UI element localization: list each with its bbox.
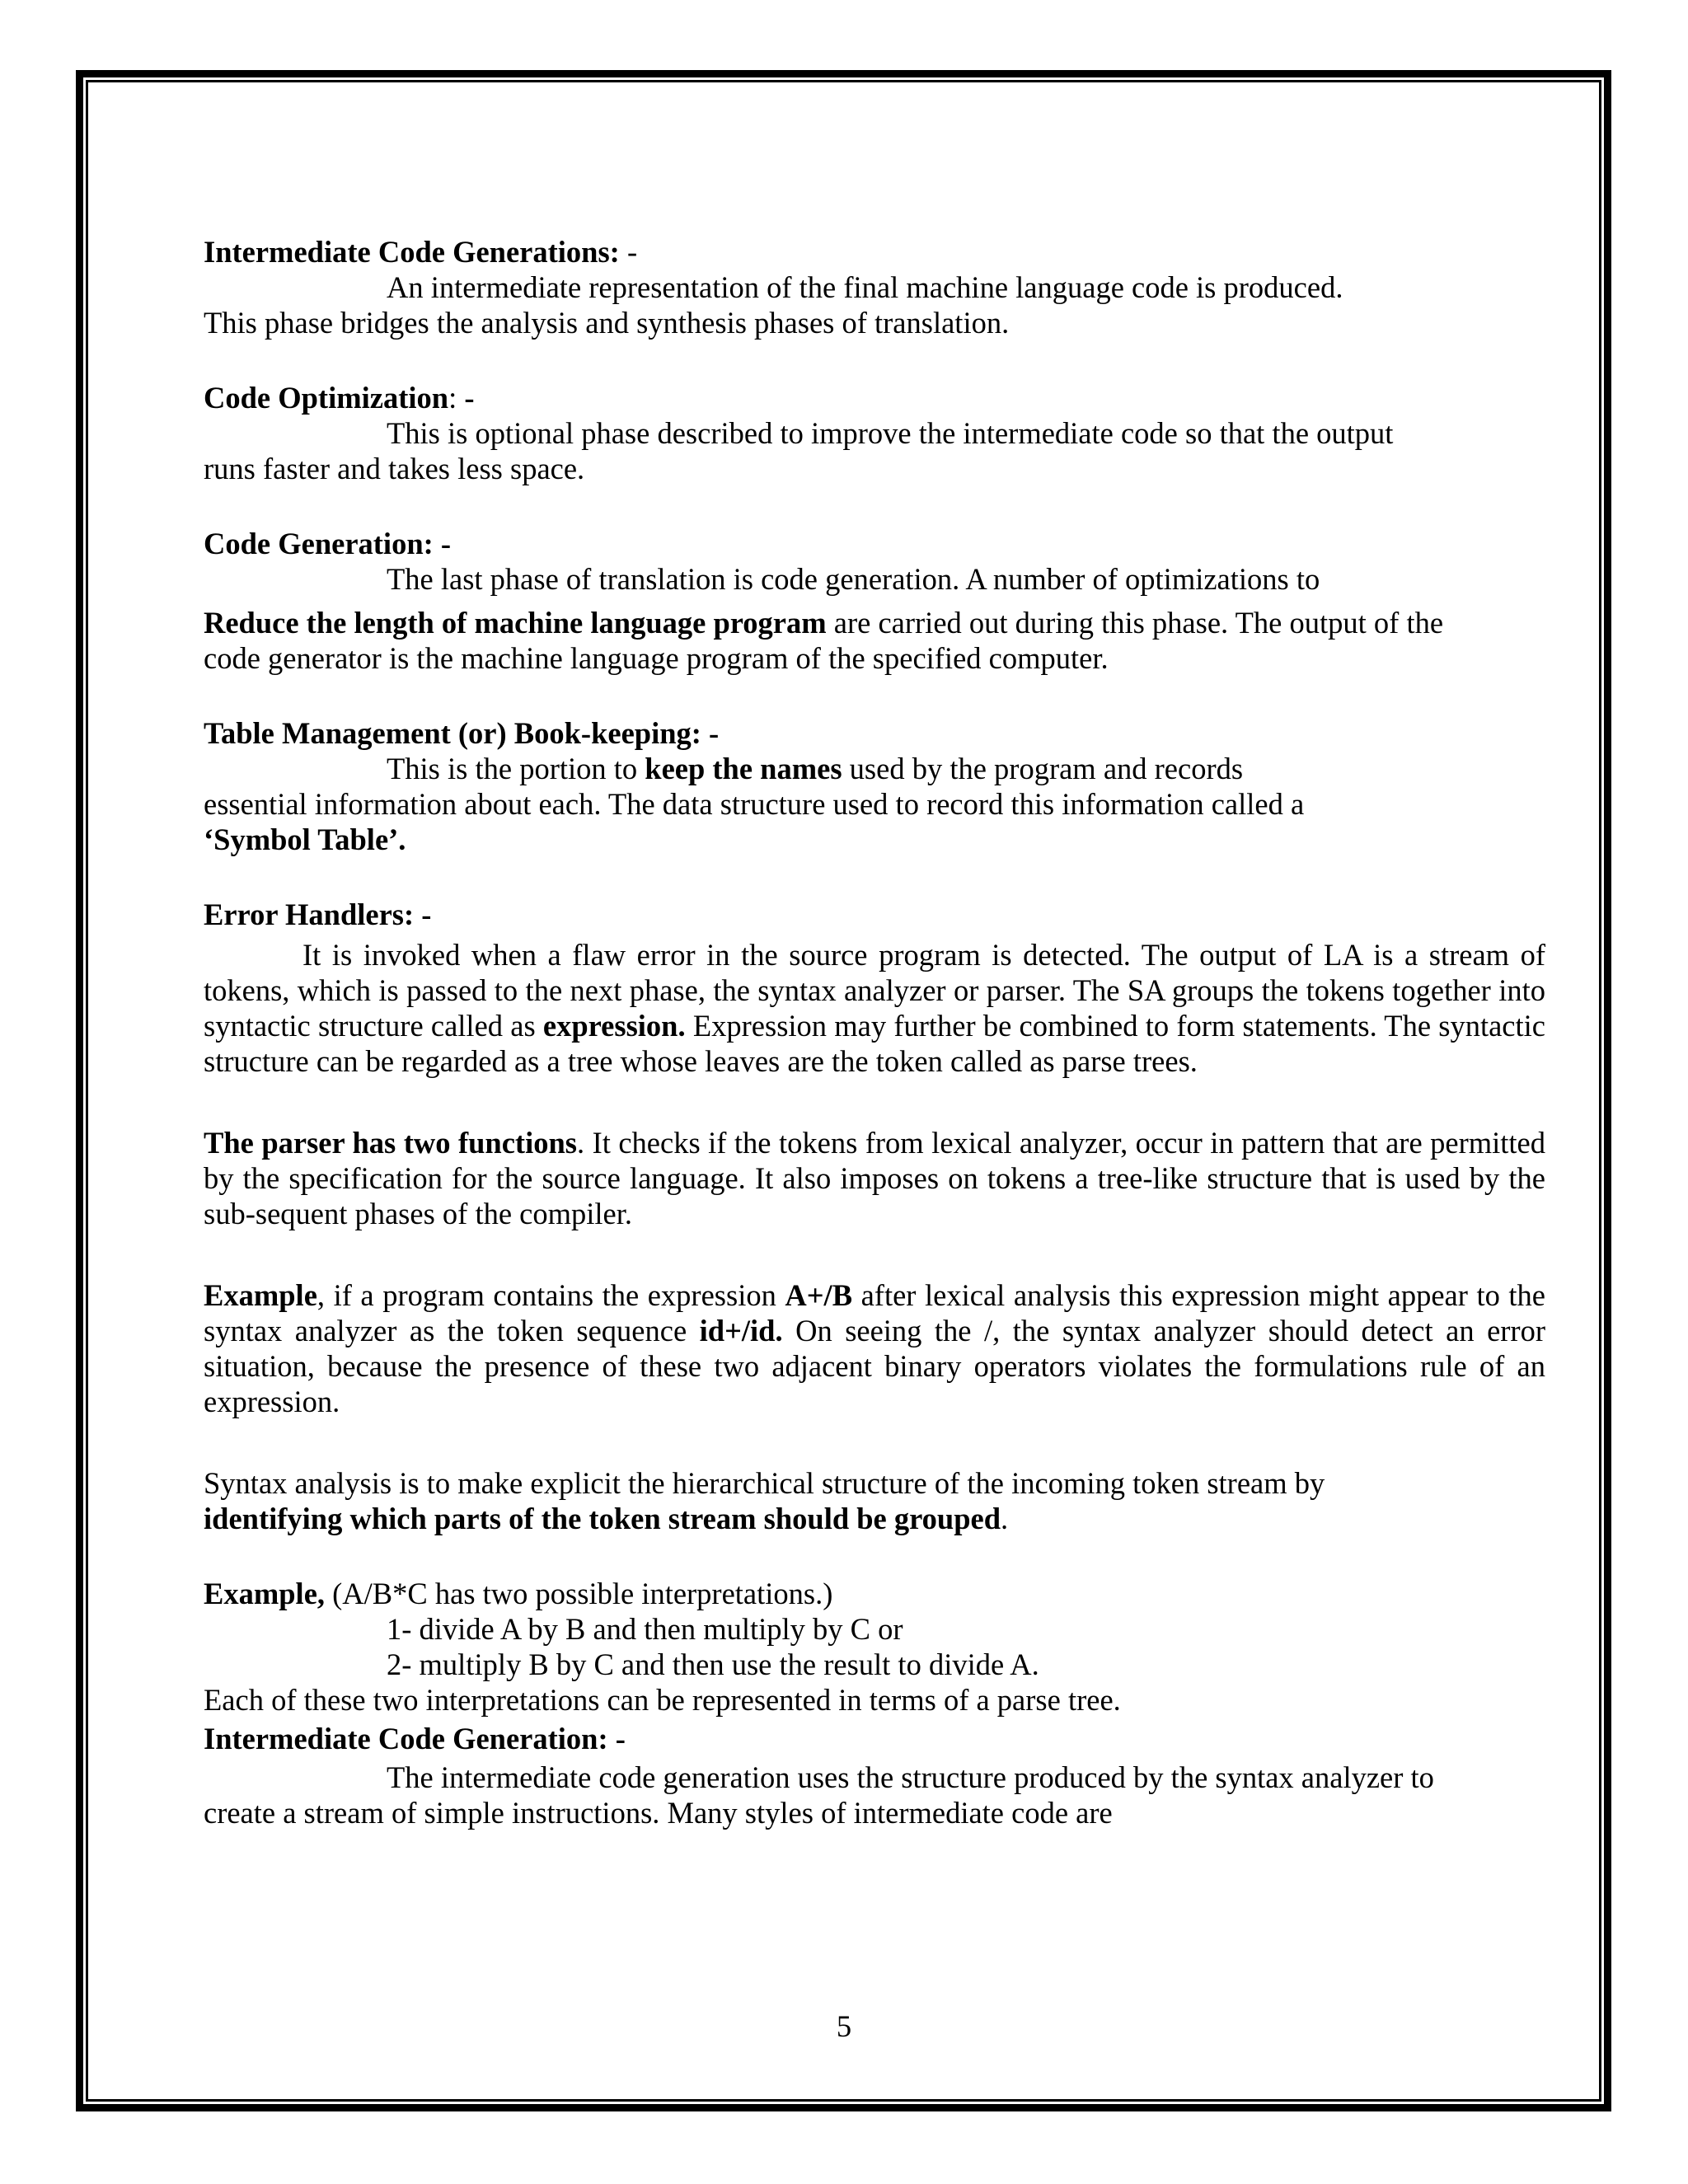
list-item-1: 1- divide A by B and then multiply by C or — [387, 1612, 903, 1646]
heading-error-handlers: Error Handlers: - — [204, 898, 432, 931]
heading-intermediate-code-generation: Intermediate Code Generation: - — [204, 1722, 626, 1755]
paragraph-table-line3: ‘Symbol Table’. — [204, 823, 406, 856]
heading-intermediate-code-generations: Intermediate Code Generations: - — [204, 235, 638, 269]
paragraph-table-line2: essential information about each. The data structure used to record this information called a — [204, 787, 1305, 821]
paragraph-opt-line2: runs faster and takes less space. — [204, 452, 585, 485]
paragraph-example2: Example, (A/B*C has two possible interpretations.) — [204, 1577, 833, 1610]
list-item-2: 2- multiply B by C and then use the result to divide A. — [387, 1647, 1039, 1681]
paragraph-icg2-line1: The intermediate code generation uses the structure produced by the syntax analyzer to — [387, 1760, 1434, 1794]
paragraph-parser: The parser has two functions. It checks if the tokens from lexical analyzer, occur in pattern that are permitted by the specification for the source language. It also imposes on tokens a tree-like structure that is used by the sub-sequent phases of the compiler. — [204, 1126, 1545, 1230]
heading-code-generation: Code Generation: - — [204, 527, 452, 560]
heading-table-management: Table Management (or) Book-keeping: - — [204, 716, 720, 750]
page-number: 5 — [836, 2009, 852, 2043]
paragraph-gen-line1: The last phase of translation is code generation. A number of optimizations to — [387, 562, 1320, 596]
paragraph-syntax-line1: Syntax analysis is to make explicit the hierarchical structure of the incoming token stream by — [204, 1466, 1325, 1500]
paragraph-gen-body: Reduce the length of machine language program are carried out during this phase. The output of the code generator is the machine language program of the specified computer. — [204, 606, 1444, 675]
paragraph-interpretations: Each of these two interpretations can be represented in terms of a parse tree. — [204, 1683, 1121, 1717]
heading-code-optimization: Code Optimization: - — [204, 381, 475, 415]
paragraph-syntax-line2: identifying which parts of the token stream should be grouped. — [204, 1502, 1009, 1535]
paragraph-error-body: It is invoked when a flaw error in the source program is detected. The output of LA is a stream of tokens, which is passed to the next phase, the syntax analyzer or parser. The SA groups the tokens together into syntactic structure called as expression. Expression may further be combined to form statements. The syntactic structure can be regarded as a tree whose leaves are the token called as parse trees. — [204, 938, 1545, 1078]
paragraph-icg1-line1: An intermediate representation of the final machine language code is produced. — [387, 270, 1343, 304]
document-body — [204, 234, 1545, 1830]
paragraph-icg1-line2: This phase bridges the analysis and synthesis phases of translation. — [204, 306, 1010, 340]
paragraph-opt-line1: This is optional phase described to improve the intermediate code so that the output — [387, 416, 1394, 450]
paragraph-table-line1: This is the portion to keep the names used by the program and records — [387, 752, 1244, 785]
paragraph-icg2-line2: create a stream of simple instructions. Many styles of intermediate code are — [204, 1796, 1113, 1830]
paragraph-example1: Example, if a program contains the expression A+/B after lexical analysis this expression might appear to the syntax analyzer as the token sequence id+/id. On seeing the /, the syntax analyzer should detect an error situation, because the presence of these two adjacent binary operators violates the formulations rule of an expression. — [204, 1278, 1545, 1418]
